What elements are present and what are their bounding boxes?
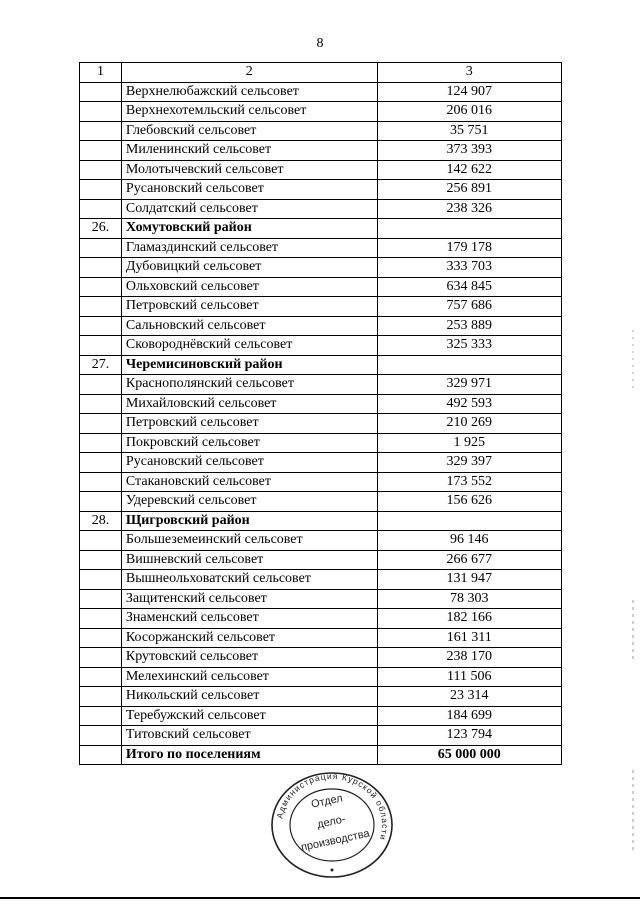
row-number-cell [80, 102, 122, 122]
row-value-cell: 325 333 [377, 336, 561, 356]
table-row [80, 297, 562, 317]
row-value-cell: 1 925 [377, 433, 561, 453]
table-row [80, 433, 562, 453]
row-name-cell: Молотычевский сельсовет [121, 160, 377, 180]
header-col-1: 1 [80, 63, 122, 83]
row-value-cell: 123 794 [377, 726, 561, 746]
row-value-cell: 78 303 [377, 589, 561, 609]
row-value-cell: 161 311 [377, 628, 561, 648]
row-value-cell: 329 971 [377, 375, 561, 395]
row-number-cell [80, 180, 122, 200]
row-number-cell [80, 648, 122, 668]
stamp-line-1: Отдел [310, 792, 344, 811]
header-col-2: 2 [121, 63, 377, 83]
table-row [80, 316, 562, 336]
row-value-cell [377, 219, 561, 239]
table-row [80, 570, 562, 590]
row-number-cell [80, 375, 122, 395]
table-row [80, 394, 562, 414]
district-row [80, 355, 562, 375]
row-value-cell: 156 626 [377, 492, 561, 512]
row-number-cell: 28. [80, 511, 122, 531]
row-value-cell: 266 677 [377, 550, 561, 570]
district-row [80, 219, 562, 239]
row-value-cell: 182 166 [377, 609, 561, 629]
page-number: 8 [316, 36, 324, 51]
row-number-cell [80, 121, 122, 141]
table-row [80, 375, 562, 395]
row-name-cell: Дубовицкий сельсовет [121, 258, 377, 278]
row-value-cell: 96 146 [377, 531, 561, 551]
total-row [80, 745, 562, 765]
row-number-cell [80, 745, 122, 765]
row-value-cell: 238 326 [377, 199, 561, 219]
row-name-cell: Верхнелюбажский сельсовет [121, 82, 377, 102]
row-number-cell [80, 199, 122, 219]
table-row [80, 336, 562, 356]
table-row [80, 180, 562, 200]
table-row [80, 628, 562, 648]
row-name-cell: Верхнехотемльский сельсовет [121, 102, 377, 122]
row-number-cell [80, 706, 122, 726]
row-value-cell: 35 751 [377, 121, 561, 141]
table-row [80, 199, 562, 219]
row-value-cell: 238 170 [377, 648, 561, 668]
row-number-cell [80, 589, 122, 609]
row-name-cell: Петровский сельсовет [121, 414, 377, 434]
table-row [80, 160, 562, 180]
row-number-cell [80, 238, 122, 258]
table-row [80, 531, 562, 551]
row-number-cell [80, 531, 122, 551]
row-number-cell: 26. [80, 219, 122, 239]
row-value-cell: 184 699 [377, 706, 561, 726]
row-value-cell: 333 703 [377, 258, 561, 278]
row-name-cell: Щигровский район [121, 511, 377, 531]
row-value-cell: 173 552 [377, 472, 561, 492]
row-number-cell [80, 297, 122, 317]
row-number-cell [80, 160, 122, 180]
row-name-cell: Миленинский сельсовет [121, 141, 377, 161]
row-value-cell: 757 686 [377, 297, 561, 317]
table-row [80, 687, 562, 707]
row-number-cell [80, 609, 122, 629]
row-name-cell: Стакановский сельсовет [121, 472, 377, 492]
table-row [80, 609, 562, 629]
row-value-cell: 634 845 [377, 277, 561, 297]
table-row [80, 648, 562, 668]
row-name-cell: Защитенский сельсовет [121, 589, 377, 609]
row-value-cell [377, 355, 561, 375]
table-row [80, 492, 562, 512]
row-value-cell: 23 314 [377, 687, 561, 707]
row-value-cell: 373 393 [377, 141, 561, 161]
stamp-line-2: дело- [316, 813, 347, 831]
row-value-cell: 65 000 000 [377, 745, 561, 765]
row-name-cell: Большеземеинский сельсовет [121, 531, 377, 551]
row-name-cell: Михайловский сельсовет [121, 394, 377, 414]
row-name-cell: Сковороднёвский сельсовет [121, 336, 377, 356]
table-row [80, 414, 562, 434]
row-number-cell [80, 82, 122, 102]
row-name-cell: Покровский сельсовет [121, 433, 377, 453]
bottom-edge-line [0, 897, 640, 899]
row-name-cell: Глебовский сельсовет [121, 121, 377, 141]
row-name-cell: Крутовский сельсовет [121, 648, 377, 668]
settlements-table [79, 62, 562, 765]
row-name-cell: Вышнеольховатский сельсовет [121, 570, 377, 590]
row-name-cell: Косоржанский сельсовет [121, 628, 377, 648]
row-value-cell: 124 907 [377, 82, 561, 102]
row-name-cell: Вишневский сельсовет [121, 550, 377, 570]
table-row [80, 726, 562, 746]
row-value-cell: 206 016 [377, 102, 561, 122]
table-row [80, 589, 562, 609]
row-number-cell [80, 433, 122, 453]
row-value-cell: 131 947 [377, 570, 561, 590]
row-number-cell [80, 492, 122, 512]
row-name-cell: Сальновский сельсовет [121, 316, 377, 336]
row-value-cell [377, 511, 561, 531]
row-number-cell [80, 628, 122, 648]
row-number-cell [80, 667, 122, 687]
row-number-cell [80, 570, 122, 590]
row-number-cell [80, 472, 122, 492]
row-value-cell: 179 178 [377, 238, 561, 258]
table-body [80, 63, 562, 765]
row-number-cell [80, 414, 122, 434]
row-number-cell [80, 453, 122, 473]
row-name-cell: Солдатский сельсовет [121, 199, 377, 219]
table-row [80, 102, 562, 122]
row-number-cell [80, 277, 122, 297]
header-col-3: 3 [377, 63, 561, 83]
row-name-cell: Знаменский сельсовет [121, 609, 377, 629]
table-row [80, 141, 562, 161]
row-name-cell: Гламаздинский сельсовет [121, 238, 377, 258]
table-row [80, 121, 562, 141]
margin-marks [628, 330, 638, 850]
table-row [80, 277, 562, 297]
row-name-cell: Никольский сельсовет [121, 687, 377, 707]
table-row [80, 238, 562, 258]
row-name-cell: Мелехинский сельсовет [121, 667, 377, 687]
row-name-cell: Титовский сельсовет [121, 726, 377, 746]
row-value-cell: 142 622 [377, 160, 561, 180]
row-number-cell [80, 394, 122, 414]
row-name-cell: Русановский сельсовет [121, 453, 377, 473]
stamp-line-3: производства [299, 827, 371, 854]
row-name-cell: Удеревский сельсовет [121, 492, 377, 512]
row-name-cell: Русановский сельсовет [121, 180, 377, 200]
office-stamp [268, 770, 396, 880]
row-number-cell: 27. [80, 355, 122, 375]
table-row [80, 667, 562, 687]
row-name-cell: Ольховский сельсовет [121, 277, 377, 297]
row-name-cell: Хомутовский район [121, 219, 377, 239]
row-name-cell: Черемисиновский район [121, 355, 377, 375]
row-name-cell: Теребужский сельсовет [121, 706, 377, 726]
row-number-cell [80, 726, 122, 746]
row-value-cell: 253 889 [377, 316, 561, 336]
row-number-cell [80, 141, 122, 161]
row-number-cell [80, 550, 122, 570]
table-row [80, 82, 562, 102]
table-header-row [80, 63, 562, 83]
row-number-cell [80, 258, 122, 278]
table-row [80, 706, 562, 726]
row-value-cell: 492 593 [377, 394, 561, 414]
row-number-cell [80, 336, 122, 356]
table-row [80, 453, 562, 473]
row-value-cell: 329 397 [377, 453, 561, 473]
table-row [80, 550, 562, 570]
stamp-ring-text: Администрация Курской области [274, 770, 391, 842]
row-value-cell: 111 506 [377, 667, 561, 687]
row-number-cell [80, 316, 122, 336]
table-row [80, 258, 562, 278]
row-value-cell: 256 891 [377, 180, 561, 200]
row-name-cell: Петровский сельсовет [121, 297, 377, 317]
row-name-cell: Итого по поселениям [121, 745, 377, 765]
row-number-cell [80, 687, 122, 707]
row-name-cell: Краснополянский сельсовет [121, 375, 377, 395]
table-row [80, 472, 562, 492]
row-value-cell: 210 269 [377, 414, 561, 434]
district-row [80, 511, 562, 531]
